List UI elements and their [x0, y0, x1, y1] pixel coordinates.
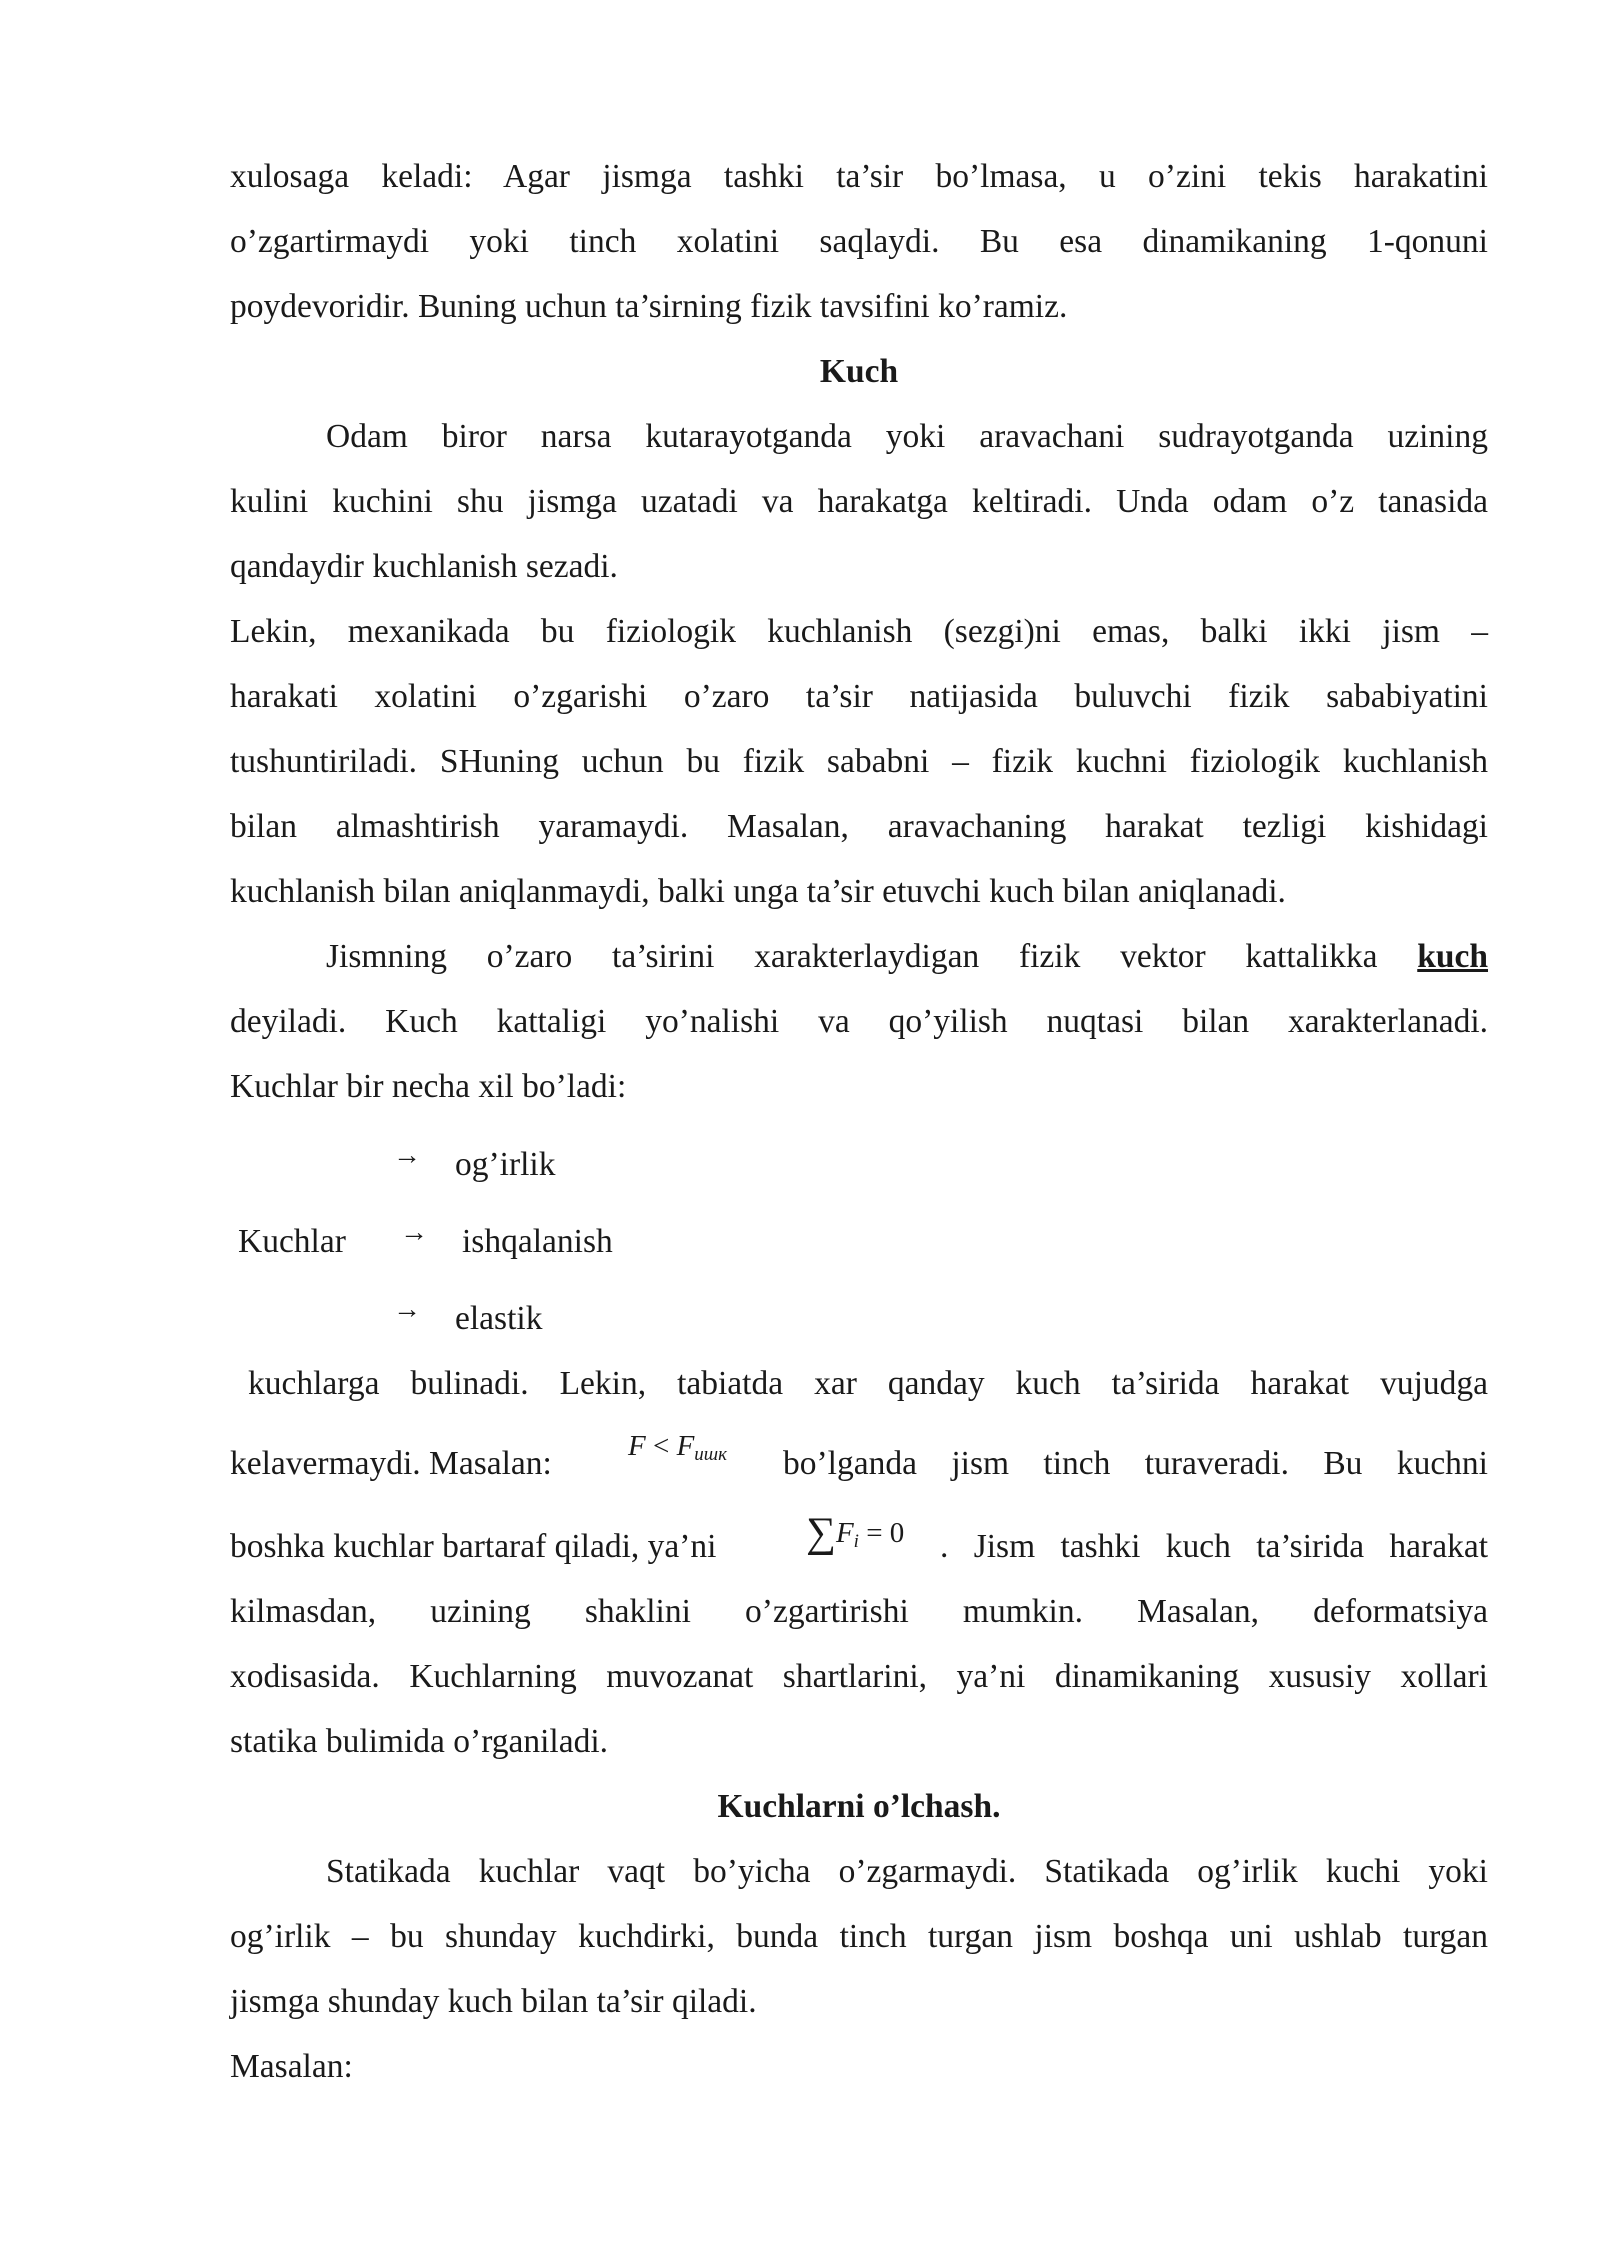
paragraph-line: xodisasida. Kuchlarning muvozanat shartlarini, ya’ni dinamikaning xususiy xollari — [230, 1658, 1488, 1695]
formula-operator: < — [652, 1430, 670, 1462]
formula-equals-zero: = 0 — [866, 1517, 905, 1549]
paragraph-line: Statikada kuchlar vaqt bo’yicha o’zgarmaydi. Statikada og’irlik kuchi yoki — [326, 1853, 1488, 1890]
inequality-formula — [628, 1430, 728, 1465]
paragraph-line: harakati xolatini o’zgarishi o’zaro ta’sir natijasida buluvchi fizik sababiyatini — [230, 678, 1488, 715]
arrow-right-icon: → — [393, 1140, 421, 1171]
paragraph-line: deyiladi. Kuch kattaligi yo’nalishi va qo’yilish nuqtasi bilan xarakterlanadi. — [230, 1003, 1488, 1040]
force-type-item: og’irlik — [455, 1146, 556, 1183]
paragraph-line-fragment: boshka kuchlar bartaraf qiladi, ya’ni — [230, 1528, 717, 1565]
formula-variable: F — [676, 1430, 695, 1462]
section-heading-measurement: Kuchlarni o’lchash. — [717, 1788, 1001, 1825]
paragraph-line: kilmasdan, uzining shaklini o’zgartirishi mumkin. Masalan, deformatsiya — [230, 1593, 1488, 1630]
paragraph-line-fragment: . Jism tashki kuch ta’sirida harakat — [940, 1528, 1488, 1565]
paragraph-line: poydevoridir. Buning uchun ta’sirning fizik tavsifini ko’ramiz. — [230, 288, 1068, 325]
force-type-item: elastik — [455, 1300, 543, 1337]
paragraph-line — [326, 940, 1488, 974]
formula-variable: F — [835, 1517, 854, 1549]
formula-variable: F — [628, 1430, 646, 1462]
paragraph-line: Odam biror narsa kutarayotganda yoki aravachani sudrayotganda uzining — [326, 418, 1488, 455]
paragraph-line-fragment: kelavermaydi. Masalan: — [230, 1445, 552, 1482]
paragraph-line: kuchlarga bulinadi. Lekin, tabiatda xar qanday kuch ta’sirida harakat vujudga — [248, 1365, 1488, 1402]
formula-subscript: ишк — [694, 1444, 728, 1465]
paragraph-line: xulosaga keladi: Agar jismga tashki ta’sir bo’lmasa, u o’zini tekis harakatini — [230, 158, 1488, 195]
paragraph-line: jismga shunday kuch bilan ta’sir qiladi. — [230, 1983, 757, 2020]
sigma-icon: ∑ — [806, 1510, 836, 1556]
paragraph-line: kulini kuchini shu jismga uzatadi va harakatga keltiradi. Unda odam o’z tanasida — [230, 483, 1488, 520]
arrow-right-icon: → — [400, 1217, 428, 1248]
paragraph-line-fragment: bo’lganda jism tinch turaveradi. Bu kuchni — [783, 1445, 1488, 1482]
defined-term-kuch: kuch — [1417, 938, 1489, 975]
closing-line: Masalan: — [230, 2048, 353, 2085]
paragraph-line: o’zgartirmaydi yoki tinch xolatini saqlaydi. Bu esa dinamikaning 1-qonuni — [230, 223, 1488, 260]
paragraph-line: Kuchlar bir necha xil bo’ladi: — [230, 1068, 627, 1105]
section-heading-kuch: Kuch — [819, 353, 899, 390]
paragraph-line: tushuntiriladi. SHuning uchun bu fizik sababni – fizik kuchni fiziologik kuchlanish — [230, 743, 1488, 780]
paragraph-line: statika bulimida o’rganiladi. — [230, 1723, 609, 1760]
paragraph-line: kuchlanish bilan aniqlanmaydi, balki unga ta’sir etuvchi kuch bilan aniqlanadi. — [230, 873, 1286, 910]
paragraph-line: Lekin, mexanikada bu fiziologik kuchlanish (sezgi)ni emas, balki ikki jism – — [230, 613, 1488, 650]
paragraph-line: qandaydir kuchlanish sezadi. — [230, 548, 618, 585]
formula-subscript: i — [853, 1531, 859, 1552]
definition-text: Jismning o’zaro ta’sirini xarakterlaydigan fizik vektor kattalikka — [326, 938, 1378, 975]
paragraph-line: bilan almashtirish yaramaydi. Masalan, aravachaning harakat tezligi kishidagi — [230, 808, 1488, 845]
force-types-label: Kuchlar — [238, 1223, 346, 1260]
arrow-right-icon: → — [393, 1294, 421, 1325]
sum-formula — [806, 1508, 905, 1556]
force-type-item: ishqalanish — [462, 1223, 613, 1260]
paragraph-line: og’irlik – bu shunday kuchdirki, bunda tinch turgan jism boshqa uni ushlab turgan — [230, 1918, 1488, 1955]
